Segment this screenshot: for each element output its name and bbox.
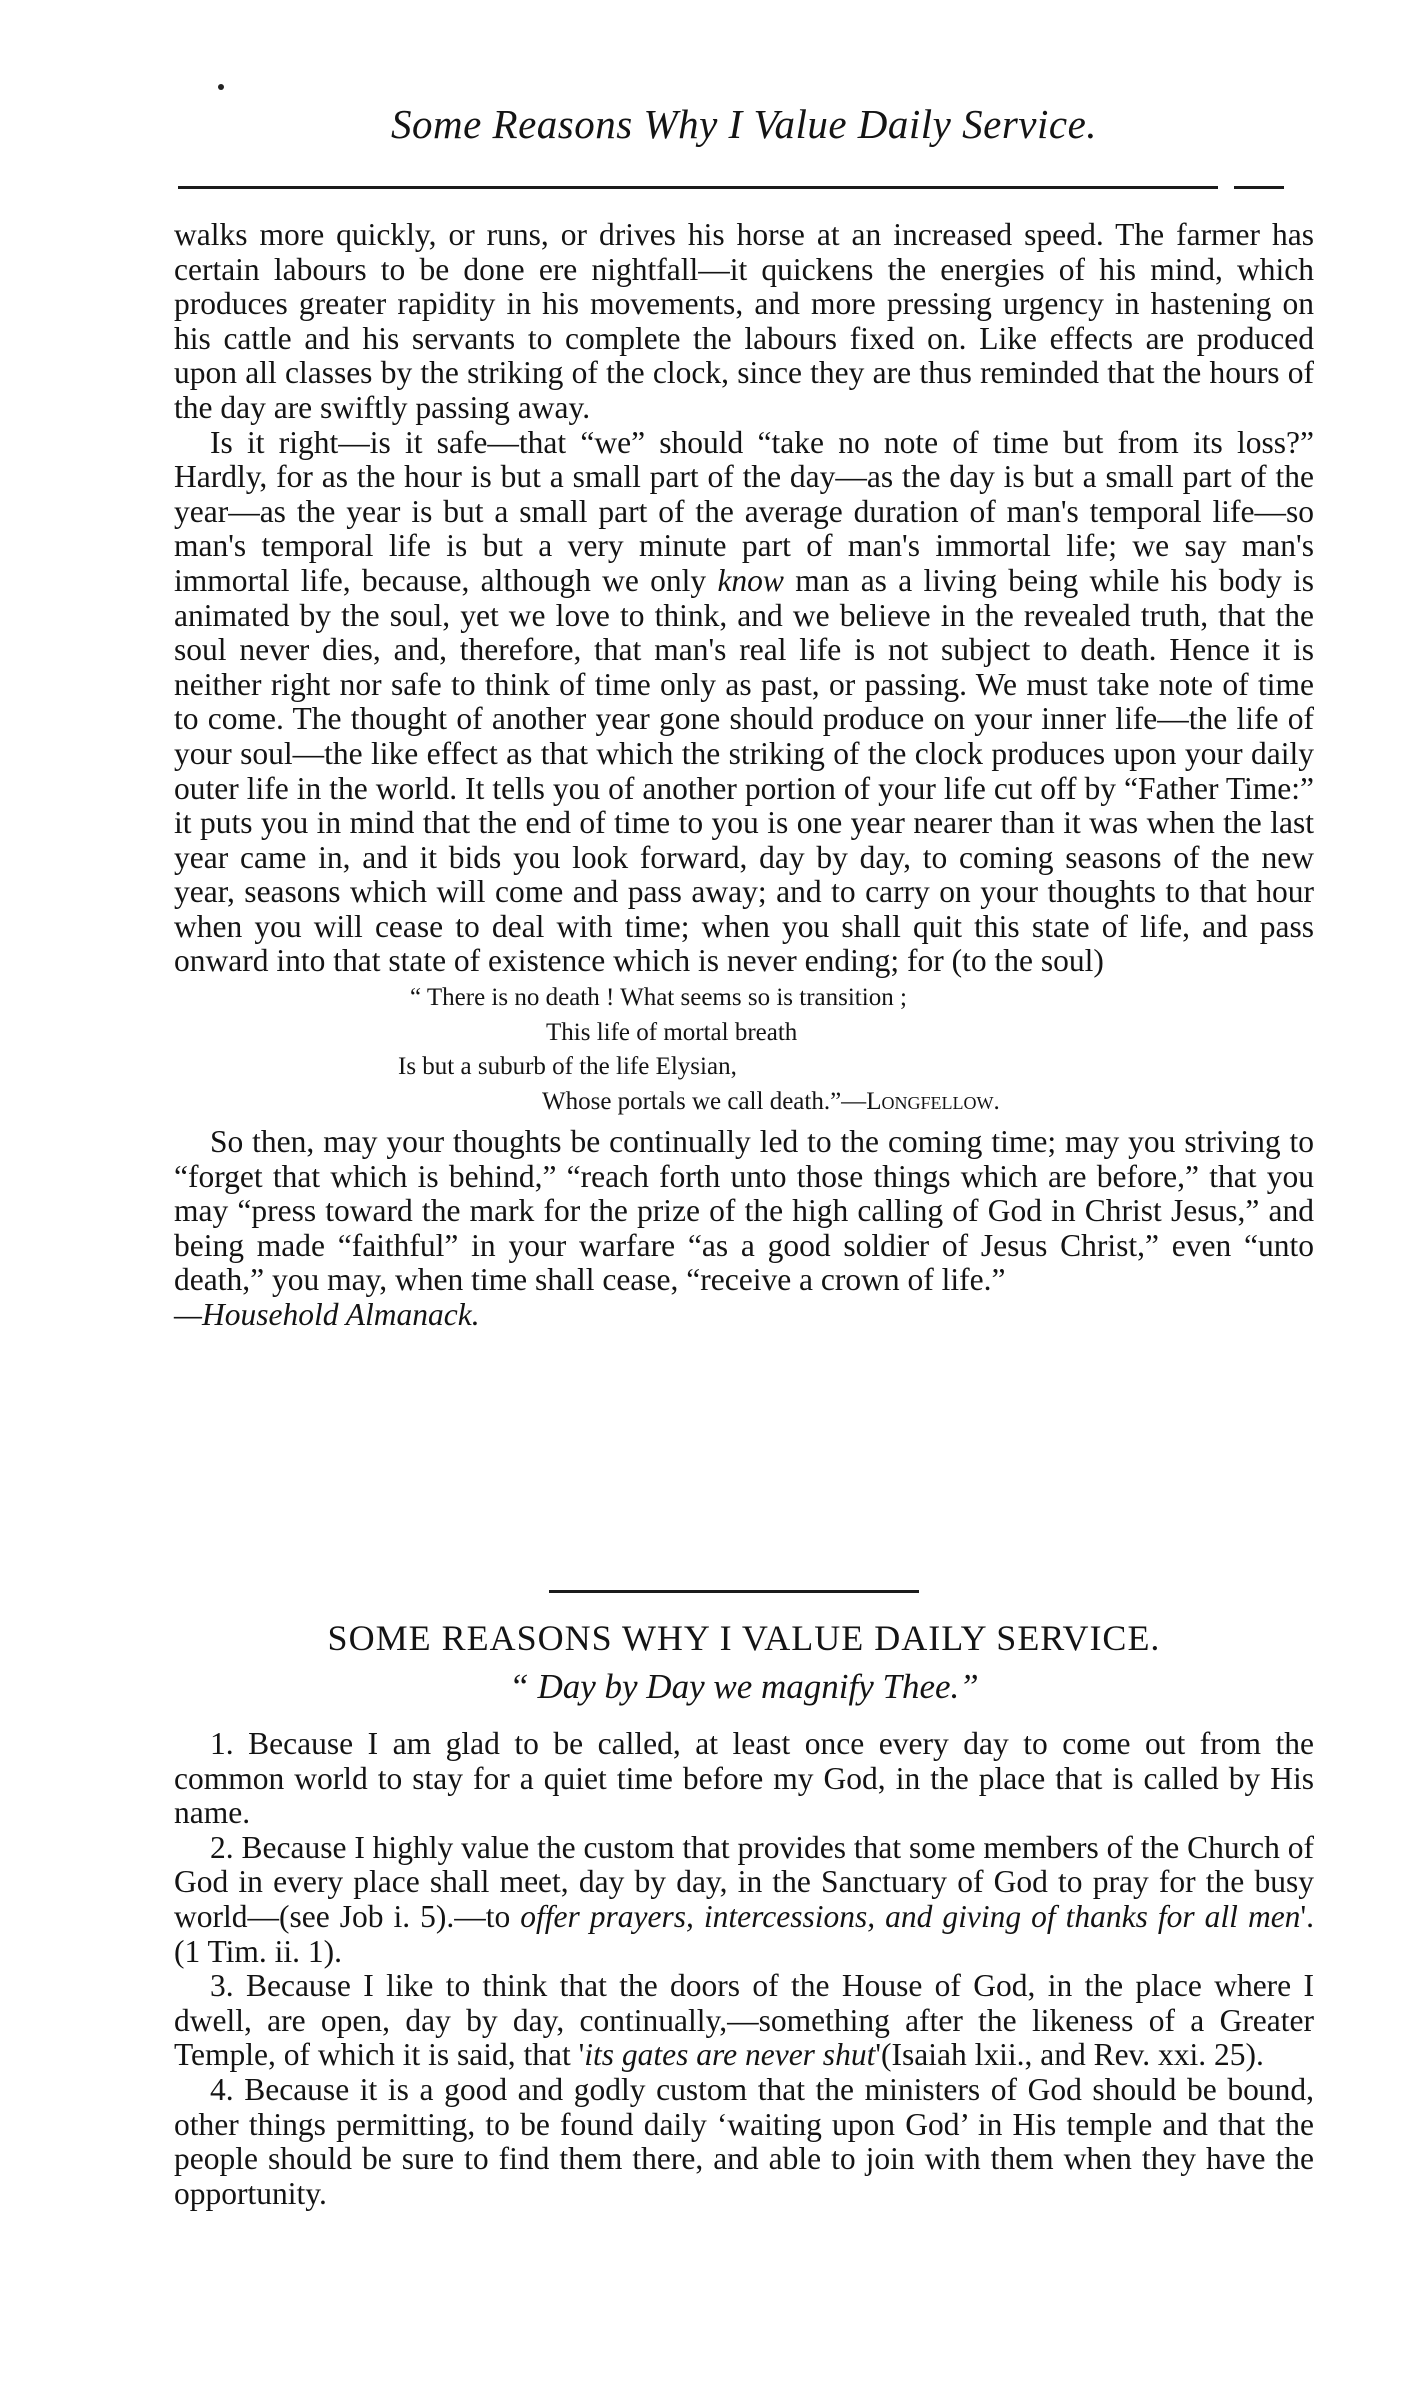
section-motto: “ Day by Day we magnify Thee.”	[509, 1667, 979, 1706]
article-source: —Household Almanack.	[174, 1297, 480, 1333]
poem-author: Longfellow.	[866, 1087, 1000, 1115]
article-time-body	[174, 218, 1314, 1333]
reason-item-3-emphasis: its gates are never shut	[584, 2037, 876, 2073]
section-divider	[549, 1590, 919, 1593]
poem-quote	[174, 981, 1314, 1119]
paragraph-2-know: know	[717, 562, 784, 598]
ink-speck	[218, 84, 224, 90]
running-head: Some Reasons Why I Value Daily Service.	[390, 101, 1098, 147]
reason-item-1: 1. Because I am glad to be called, at least once every day to come out from the common world to stay for a quiet time before my God, in the place that is called by His name.	[174, 1726, 1314, 1831]
paragraph-2-part-b: man as a living being while his body is animated by the soul, yet we love to think, and we believe in the revealed truth, that the soul never dies, and, therefore, that man's real life is not subject to death. Hence it is neither right nor safe to think of time only as past, or passing. We must take note of time to come. The thought of another year gone should produce on your inner life—the life of your soul—the like effect as that which the striking of the clock produces upon your daily outer life in the world. It tells you of another portion of your life cut off by “Father Time:” it puts you in mind that the end of time to you is one year nearer than it was when the last year came in, and it bids you look forward, day by day, to coming seasons of the new year, seasons which will come and pass away; and to carry on your thoughts to that hour when you will cease to deal with time; when you shall quit this state of life, and pass onward into that state of existence which is never ending; for (to the soul)	[174, 562, 1314, 979]
poem-line-3: Is but a suburb of the life Elysian,	[398, 1053, 737, 1081]
paragraph-2	[174, 426, 1314, 980]
poem-line-4-text: Whose portals we call death.”—	[542, 1087, 867, 1115]
reason-item-3-part-a: 3. Because I like to think that the doors of the House of God, in the place where I dwell, are open, day by day, continually,—something after the likeness of a Greater Temple, of which it is said, that '	[174, 1968, 1314, 2073]
paragraph-3: So then, may your thoughts be continually led to the coming time; may you striving to “forget that which is behind,” “reach forth unto those things which are before,” that you may “press toward the mark for the prize of the high calling of God in Christ Jesus,” and being made “faithful” in your warfare “as a good soldier of Jesus Christ,” even “unto death,” you may, when time shall cease, “receive a crown of life.”	[174, 1124, 1314, 1298]
section-title: SOME REASONS WHY I VALUE DAILY SERVICE.	[327, 1618, 1161, 1658]
reason-item-2-emphasis: offer prayers, intercessions, and giving of thanks for all men	[520, 1898, 1301, 1934]
poem-line-4	[174, 1085, 1314, 1120]
reason-item-3	[174, 1969, 1314, 2073]
reasons-list	[174, 1727, 1314, 2211]
header-rule-short	[1234, 186, 1284, 189]
reason-item-2-part-b: '. (1 Tim. ii. 1).	[174, 1898, 1314, 1969]
reason-item-2-part-a: 2. Because I highly value the custom that provides that some members of the Church of God in every place shall meet, day by day, in the Sanctuary of God to pray for the busy world—(see Job i. 5).—to	[174, 1829, 1314, 1934]
poem-line-2: This life of mortal breath	[546, 1018, 798, 1046]
reason-item-4: 4. Because it is a good and godly custom that the ministers of God should be bound, other things permitting, to be found daily ‘waiting upon God’ in His temple and that the people should be sure to find them there, and able to join with them when they have the opportunity.	[174, 2071, 1314, 2211]
paragraph-1: walks more quickly, or runs, or drives his horse at an increased speed. The farmer has certain labours to be done ere nightfall—it quickens the energies of his mind, which produces greater rapidity in his movements, and more pressing urgency in hastening on his cattle and his servants to complete the labours fixed on. Like effects are produced upon all classes by the striking of the clock, since they are thus reminded that the hours of the day are swiftly passing away.	[174, 217, 1314, 425]
poem-line-1: “ There is no death ! What seems so is transition ;	[410, 984, 907, 1012]
reason-item-3-part-b: '(Isaiah lxii., and Rev. xxi. 25).	[875, 2037, 1264, 2073]
header-rule	[178, 186, 1218, 189]
paragraph-2-part-a: Is it right—is it safe—that “we” should “take no note of time but from its loss?” Hardly, for as the hour is but a small part of the day—as the day is but a small part of the year—as the year is but a small part of the average duration of man's temporal life—so man's temporal life is but a very minute part of man's immortal life; we say man's immortal life, because, although we only	[174, 424, 1314, 598]
reason-item-2	[174, 1831, 1314, 1969]
